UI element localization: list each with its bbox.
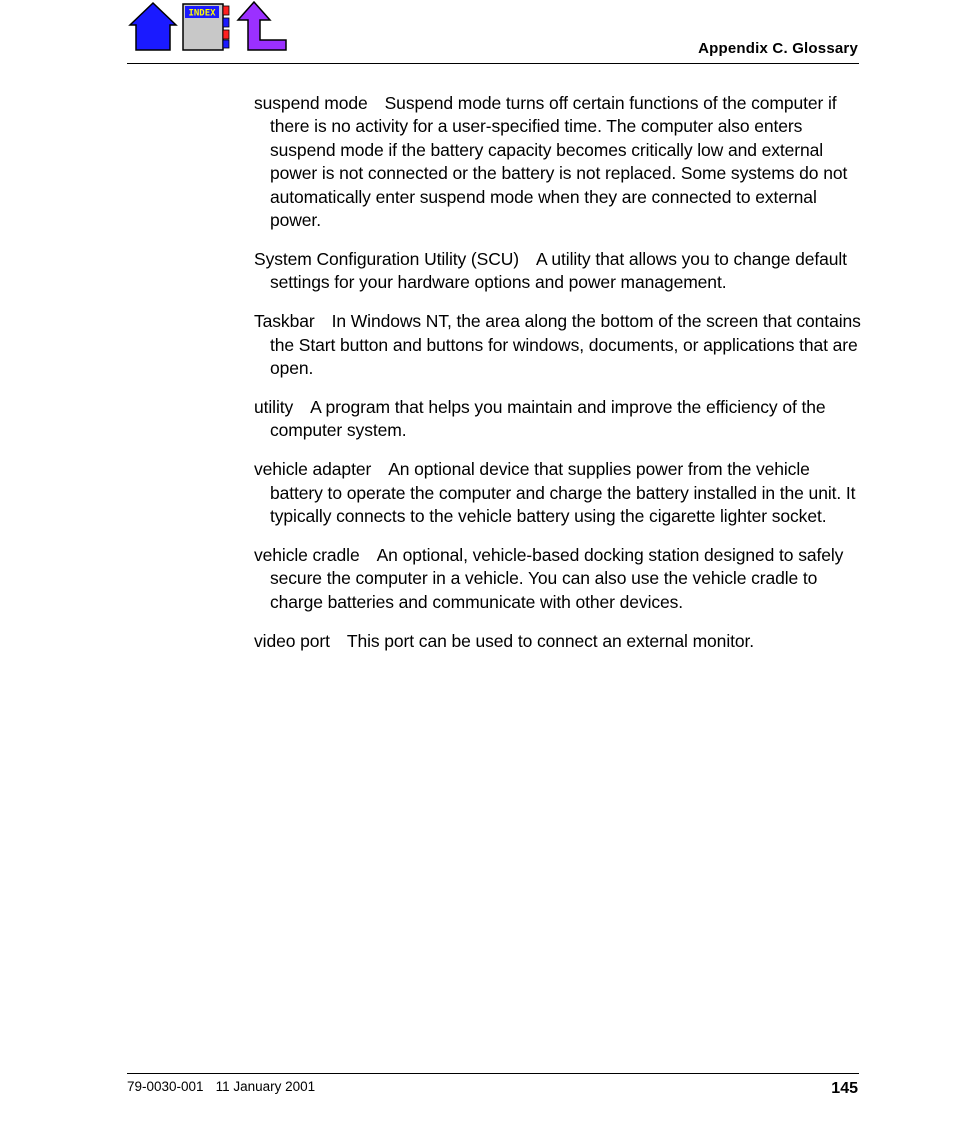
glossary-entry <box>254 92 864 232</box>
page-number: 145 <box>831 1080 858 1097</box>
glossary-term: System Configuration Utility (SCU) <box>254 248 520 269</box>
glossary-term: vehicle adapter <box>254 459 372 480</box>
index-icon[interactable] <box>181 0 231 54</box>
footer-doc-info <box>127 1079 315 1094</box>
document-date: 11 January 2001 <box>215 1079 316 1094</box>
glossary-entry <box>254 630 864 653</box>
glossary-definition: An optional device that supplies power from the vehicle battery to operate the computer and charge the battery installed in the unit. It typically connects to the vehicle battery using the cigarette lighter socket. <box>270 459 856 527</box>
glossary-term: vehicle cradle <box>254 545 360 565</box>
navigation-toolbar <box>128 0 298 56</box>
glossary-term: utility <box>254 396 294 417</box>
glossary-definition: A program that helps you maintain and improve the efficiency of the computer system. <box>270 396 826 441</box>
index-icon-label: INDEX <box>188 8 216 19</box>
glossary-term: suspend mode <box>254 93 368 113</box>
document-number: 79-0030-001 <box>127 1079 204 1094</box>
glossary-entry <box>254 310 864 380</box>
glossary-definition: Suspend mode turns off certain functions of the computer if there is no activity for a user-specified time. The computer also enters suspend mode if the battery capacity becomes critically low and external power is not connected or the battery is not replaced. Some systems do not automatically enter suspend mode when they are connected to external power. <box>270 93 848 231</box>
glossary-entry <box>254 458 864 528</box>
glossary-term: Taskbar <box>254 311 315 332</box>
glossary-definition: An optional, vehicle-based docking station designed to safely secure the computer in a vehicle. You can also use the vehicle cradle to charge batteries and communicate with other devices. <box>270 545 844 612</box>
glossary-definition: A utility that allows you to change default settings for your hardware options and power management. <box>270 248 847 293</box>
glossary-entry <box>254 544 864 614</box>
glossary-entry <box>254 248 864 295</box>
glossary-definition: This port can be used to connect an external monitor. <box>346 630 755 651</box>
up-arrow-icon[interactable] <box>236 0 288 54</box>
footer-divider <box>127 1073 859 1074</box>
glossary-entry <box>254 396 864 443</box>
home-icon[interactable] <box>128 0 178 54</box>
glossary-definition: In Windows NT, the area along the bottom of the screen that contains the Start button and buttons for windows, documents, or applications that are open. <box>270 311 861 379</box>
glossary-list <box>254 92 864 669</box>
header-divider <box>127 63 859 64</box>
glossary-term: video port <box>254 630 330 651</box>
section-title: Appendix C. Glossary <box>698 40 858 57</box>
